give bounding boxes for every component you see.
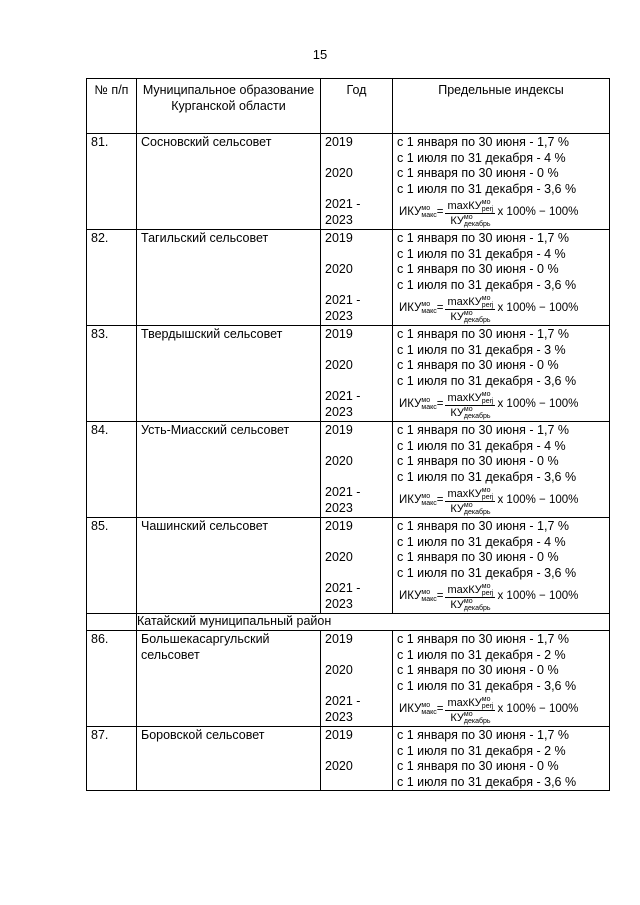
index-formula [397,389,609,421]
index-line: с 1 июля по 31 декабря - 3,6 % [397,678,577,693]
year-label: 2019 [325,632,353,646]
index-line: с 1 июля по 31 декабря - 2 % [397,743,566,758]
years-cell [321,326,393,422]
municipality-name: Усть-Миасский сельсовет [137,422,321,518]
formula-lhs-indices: мо макс [421,702,437,717]
year-label: 2019 [325,231,353,245]
index-line: с 1 июля по 31 декабря - 3,6 % [397,373,577,388]
year-label: 2021 - [325,581,361,595]
table-row [87,631,610,727]
year-label: 2020 [325,262,353,276]
years-cell [321,631,393,727]
formula-tail: x 100% − 100% [497,590,579,603]
tariff-index-table [86,78,610,791]
year-label: 2019 [325,519,353,533]
formula-lhs-indices: мо макс [421,493,437,508]
formula-equals: = [436,398,444,411]
index-line: с 1 июля по 31 декабря - 3,6 % [397,277,577,292]
table-row [87,230,610,326]
index-line: с 1 января по 30 июня - 1,7 % [397,423,569,437]
years-cell [321,727,393,791]
row-number: 81. [87,134,137,230]
index-line: с 1 июля по 31 декабря - 2 % [397,647,566,662]
index-line: с 1 июля по 31 декабря - 3,6 % [397,565,577,580]
indexes-cell [393,518,610,614]
index-formula [397,694,609,726]
formula-fraction: maxКУмо perj КУмо декабрь [447,294,494,324]
index-line: с 1 января по 30 июня - 0 % [397,166,559,180]
year-label: 2020 [325,663,353,677]
years-cell [321,422,393,518]
row-number: 85. [87,518,137,614]
indexes-cell [393,134,610,230]
index-formula [397,581,609,613]
municipality-name: Боровской сельсовет [137,727,321,791]
formula-lhs-indices: мо макс [421,205,437,220]
formula-lhs: ИКУмо макс [399,301,437,316]
index-line: с 1 июля по 31 декабря - 3,6 % [397,774,577,789]
year-label: 2021 - [325,485,361,499]
index-line: с 1 июля по 31 декабря - 3,6 % [397,469,577,484]
index-line: с 1 июля по 31 декабря - 4 % [397,246,566,261]
table-row [87,326,610,422]
index-line: с 1 июля по 31 декабря - 3,6 % [397,181,577,196]
formula-equals: = [436,703,444,716]
year-label: 2020 [325,358,353,372]
formula-equals: = [436,302,444,315]
year-label: 2021 - [325,197,361,211]
formula-equals: = [436,494,444,507]
formula-equals: = [436,590,444,603]
index-line: с 1 июля по 31 декабря - 3 % [397,342,566,357]
formula-lhs-indices: мо макс [421,589,437,604]
table-row [87,134,610,230]
row-number: 86. [87,631,137,727]
formula-lhs: ИКУмо макс [399,702,437,717]
year-label: 2019 [325,423,353,437]
year-label: 2021 - [325,293,361,307]
year-label: 2020 [325,759,353,773]
municipality-name: Тагильский сельсовет [137,230,321,326]
indexes-cell [393,631,610,727]
index-line: с 1 января по 30 июня - 1,7 % [397,327,569,341]
formula-fraction: maxКУмо perj КУмо декабрь [447,695,494,725]
index-formula [397,485,609,517]
formula-fraction: maxКУмо perj КУмо декабрь [447,582,494,612]
indexes-cell [393,422,610,518]
year-label: 2023 [325,308,353,323]
year-label: 2023 [325,212,353,227]
row-number: 87. [87,727,137,791]
index-line: с 1 января по 30 июня - 0 % [397,759,559,773]
header-num: № п/п [87,79,137,134]
year-label: 2021 - [325,694,361,708]
year-label: 2020 [325,166,353,180]
row-number: 83. [87,326,137,422]
formula-fraction: maxКУмо perj КУмо декабрь [447,486,494,516]
formula-fraction: maxКУмо perj КУмо декабрь [447,198,494,228]
year-label: 2019 [325,135,353,149]
formula-lhs-indices: мо макс [421,301,437,316]
year-label: 2023 [325,404,353,419]
index-line: с 1 января по 30 июня - 0 % [397,358,559,372]
year-label: 2019 [325,728,353,742]
municipality-name: Чашинский сельсовет [137,518,321,614]
table-header-row [87,79,610,134]
formula-lhs: ИКУмо макс [399,589,437,604]
table-row [87,422,610,518]
table-row [87,518,610,614]
indexes-cell [393,230,610,326]
year-label: 2020 [325,454,353,468]
index-line: с 1 января по 30 июня - 0 % [397,663,559,677]
formula-lhs: ИКУмо макс [399,205,437,220]
index-line: с 1 января по 30 июня - 0 % [397,262,559,276]
formula-tail: x 100% − 100% [497,494,579,507]
index-line: с 1 июля по 31 декабря - 4 % [397,150,566,165]
index-line: с 1 января по 30 июня - 1,7 % [397,519,569,533]
years-cell [321,230,393,326]
index-line: с 1 июля по 31 декабря - 4 % [397,438,566,453]
year-label: 2020 [325,550,353,564]
index-formula [397,293,609,325]
year-label: 2023 [325,709,353,724]
district-heading-row [87,614,610,631]
index-formula [397,197,609,229]
formula-tail: x 100% − 100% [497,703,579,716]
formula-lhs: ИКУмо макс [399,397,437,412]
page-number: 15 [312,47,328,62]
formula-tail: x 100% − 100% [497,398,579,411]
year-label: 2023 [325,596,353,611]
index-line: с 1 января по 30 июня - 1,7 % [397,135,569,149]
formula-tail: x 100% − 100% [497,302,579,315]
municipality-name: Твердышский сельсовет [137,326,321,422]
index-line: с 1 января по 30 июня - 1,7 % [397,632,569,646]
index-line: с 1 января по 30 июня - 0 % [397,454,559,468]
index-line: с 1 января по 30 июня - 1,7 % [397,728,569,742]
row-number: 84. [87,422,137,518]
header-municipality: Муниципальное образование Курганской области [137,79,321,134]
year-label: 2021 - [325,389,361,403]
municipality-name: Большекасаргульский сельсовет [137,631,321,727]
formula-lhs: ИКУмо макс [399,493,437,508]
municipality-name: Сосновский сельсовет [137,134,321,230]
indexes-cell [393,326,610,422]
years-cell [321,518,393,614]
index-line: с 1 января по 30 июня - 0 % [397,550,559,564]
indexes-cell [393,727,610,791]
years-cell [321,134,393,230]
year-label: 2019 [325,327,353,341]
formula-fraction: maxКУмо perj КУмо декабрь [447,390,494,420]
index-line: с 1 июля по 31 декабря - 4 % [397,534,566,549]
header-year: Год [321,79,393,134]
table-row [87,727,610,791]
index-line: с 1 января по 30 июня - 1,7 % [397,231,569,245]
header-indexes: Предельные индексы [393,79,610,134]
district-heading: Катайский муниципальный район [137,614,610,631]
formula-tail: x 100% − 100% [497,206,579,219]
year-label: 2023 [325,500,353,515]
formula-lhs-indices: мо макс [421,397,437,412]
row-number: 82. [87,230,137,326]
formula-equals: = [436,206,444,219]
